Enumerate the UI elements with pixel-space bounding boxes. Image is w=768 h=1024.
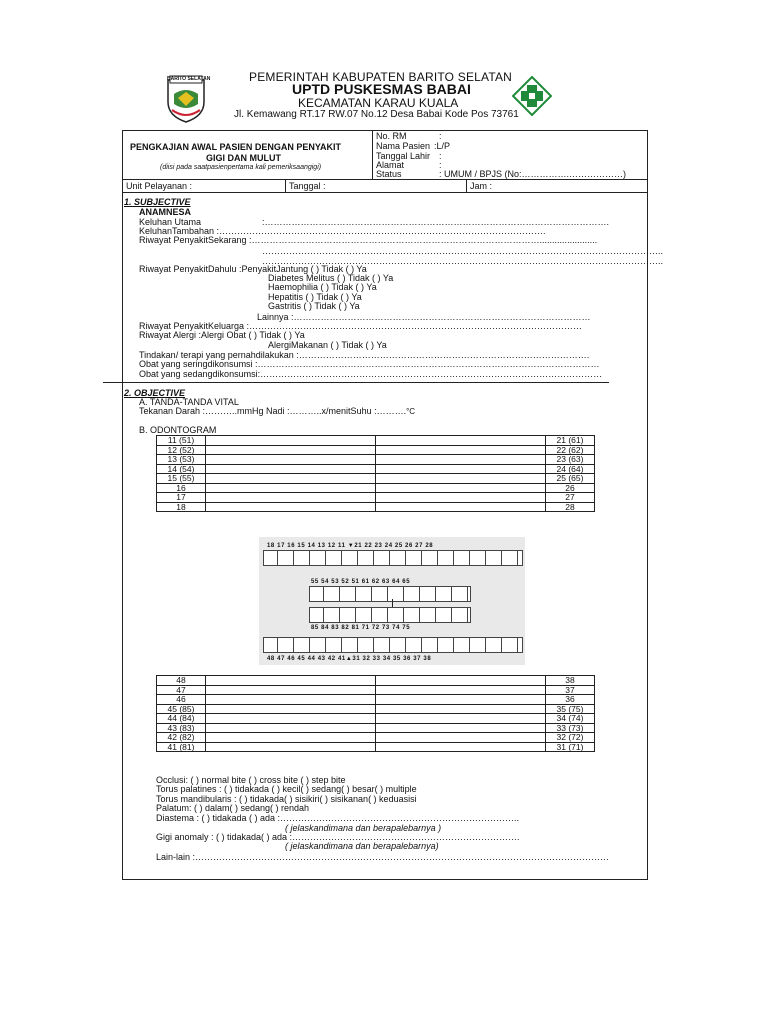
- odontogram-heading: B. ODONTOGRAM: [139, 425, 217, 435]
- odontogram-row: [157, 464, 595, 474]
- odontogram-row: [157, 436, 595, 446]
- tooth-note-right[interactable]: [376, 483, 546, 493]
- tooth-note-right[interactable]: [376, 723, 546, 733]
- tooth-note-left[interactable]: [206, 704, 376, 714]
- obat-sering-field[interactable]: Obat yang seringdikonsumsi :……………………………………………………………………………………………………: [139, 359, 600, 369]
- tooth-note-right[interactable]: [376, 455, 546, 465]
- tooth-label-left: 48: [157, 676, 206, 686]
- tooth-note-right[interactable]: [376, 714, 546, 724]
- odontogram-upper-table: [156, 435, 595, 512]
- odontogram-row: [157, 704, 595, 714]
- tooth-note-right[interactable]: [376, 695, 546, 705]
- tooth-note-left[interactable]: [206, 474, 376, 484]
- obat-sedang-field[interactable]: Obat yang sedangdikonsumsi:……………………………………………………………………………………………………: [139, 369, 603, 379]
- odontogram-chart: [259, 537, 525, 665]
- tooth-label-right: 23 (63): [546, 455, 595, 465]
- palatum-options[interactable]: Palatum: ( ) dalam( ) sedang( ) rendah: [156, 803, 310, 813]
- odontogram-row: [157, 502, 595, 512]
- tooth-note-right[interactable]: [376, 704, 546, 714]
- lainnya-field[interactable]: Lainnya :………………………………………………………………………………………: [257, 312, 591, 322]
- anomaly-options[interactable]: Gigi anomaly : ( ) tidakada( ) ada :………………………………………………………………….: [156, 832, 520, 842]
- subjective-heading: 1. SUBJECTIVE: [124, 197, 191, 207]
- tooth-label-right: 27: [546, 493, 595, 503]
- chart-row-2-labels: 55 54 53 52 51 61 62 63 64 65: [311, 579, 411, 585]
- riwayat-sekarang-line-3[interactable]: ……………………………………………………………………………………………………………………..: [262, 256, 664, 266]
- keluhan-utama-field[interactable]: :…………………………………………………………………………………………………….: [262, 217, 610, 227]
- tooth-label-left: 14 (54): [157, 464, 206, 474]
- riwayat-dahulu-item[interactable]: Diabetes Melitus ( ) Tidak ( ) Ya: [268, 273, 394, 283]
- tooth-label-right: 25 (65): [546, 474, 595, 484]
- odontogram-row: [157, 742, 595, 752]
- chart-row-4-labels: 48 47 46 45 44 43 42 41▲31 32 33 34 35 36 37 38: [267, 656, 432, 662]
- keluhan-tambahan-field[interactable]: KeluhanTambahan :……………………………………………………………………………………………….: [139, 226, 546, 236]
- riwayat-keluarga-field[interactable]: Riwayat PenyakitKeluarga :…………………………………………………………………………………………………: [139, 321, 583, 331]
- odontogram-row: [157, 483, 595, 493]
- tooth-label-left: 11 (51): [157, 436, 206, 446]
- field-label: No. RM: [376, 131, 407, 141]
- odontogram-row: [157, 676, 595, 686]
- tooth-note-right[interactable]: [376, 445, 546, 455]
- tooth-label-left: 18: [157, 502, 206, 512]
- tooth-label-left: 44 (84): [157, 714, 206, 724]
- form-title-1: PENGKAJIAN AWAL PASIEN DENGAN PENYAKIT: [130, 142, 342, 152]
- tooth-note-left[interactable]: [206, 445, 376, 455]
- tooth-note-left[interactable]: [206, 714, 376, 724]
- tooth-note-right[interactable]: [376, 685, 546, 695]
- alergi-makanan[interactable]: AlergiMakanan ( ) Tidak ( ) Ya: [268, 340, 387, 350]
- tooth-note-left[interactable]: [206, 493, 376, 503]
- anamnesa-heading: ANAMNESA: [139, 207, 192, 217]
- tooth-note-right[interactable]: [376, 733, 546, 743]
- riwayat-dahulu-item[interactable]: Gastritis ( ) Tidak ( ) Ya: [268, 301, 360, 311]
- tooth-label-left: 17: [157, 493, 206, 503]
- lain-lain-field[interactable]: Lain-lain :…………………………………………………………………………………………………………………………: [156, 852, 610, 862]
- field-value[interactable]: :L/P: [434, 141, 451, 151]
- field-value[interactable]: :: [439, 131, 442, 141]
- tooth-label-left: 12 (52): [157, 445, 206, 455]
- tooth-note-left[interactable]: [206, 436, 376, 446]
- field-label: Tanggal Lahir: [376, 151, 431, 161]
- tooth-note-left[interactable]: [206, 455, 376, 465]
- field-label: Status: [376, 169, 402, 179]
- odontogram-row: [157, 493, 595, 503]
- district-title: KECAMATAN KARAU KUALA: [298, 96, 459, 110]
- chart-row-1-teeth: [263, 550, 523, 566]
- torus-palatines-options[interactable]: Torus palatines : ( ) tidakada ( ) kecil( ) sedang( ) besar( ) multiple: [156, 784, 417, 794]
- chart-row-1-labels: 18 17 16 15 14 13 12 11 ▼21 22 23 24 25 26 27 28: [267, 543, 434, 549]
- tooth-label-right: 26: [546, 483, 595, 493]
- odontogram-row: [157, 455, 595, 465]
- tooth-note-left[interactable]: [206, 464, 376, 474]
- odontogram-row: [157, 695, 595, 705]
- tooth-label-left: 45 (85): [157, 704, 206, 714]
- odontogram-row: [157, 685, 595, 695]
- logo-label: BARITO SELATAN: [167, 76, 211, 82]
- diastema-note: ( jelaskandimana dan berapalebarnya ): [285, 823, 442, 833]
- tooth-label-left: 15 (55): [157, 474, 206, 484]
- tooth-note-right[interactable]: [376, 474, 546, 484]
- vital-signs-heading: A. TANDA-TANDA VITAL: [139, 397, 239, 407]
- odontogram-row: [157, 445, 595, 455]
- occlusi-options[interactable]: Occlusi: ( ) normal bite ( ) cross bite ( ) step bite: [156, 775, 346, 785]
- anomaly-note: ( jelaskandimana dan berapalebarnya): [285, 841, 439, 851]
- tooth-note-left[interactable]: [206, 483, 376, 493]
- riwayat-dahulu-jantung[interactable]: Riwayat PenyakitDahulu :PenyakitJantung ( ) Tidak ( ) Ya: [139, 264, 367, 274]
- puskesmas-logo: [512, 76, 552, 116]
- tooth-label-right: 35 (75): [546, 704, 595, 714]
- tooth-label-right: 34 (74): [546, 714, 595, 724]
- tooth-label-left: 43 (83): [157, 723, 206, 733]
- unit-field[interactable]: Unit Pelayanan :: [126, 181, 193, 191]
- field-value[interactable]: :: [439, 151, 442, 161]
- field-label: Alamat: [376, 160, 405, 170]
- tindakan-field[interactable]: Tindakan/ terapi yang pernahdilakukan :…………………………………………………………………………………….: [139, 350, 590, 360]
- odontogram-row: [157, 733, 595, 743]
- tooth-label-left: 47: [157, 685, 206, 695]
- time-field[interactable]: Jam :: [470, 181, 493, 191]
- tooth-label-left: 41 (81): [157, 742, 206, 752]
- tooth-note-right[interactable]: [376, 676, 546, 686]
- riwayat-dahulu-item[interactable]: Haemophilia ( ) Tidak ( ) Ya: [268, 282, 377, 292]
- tooth-label-right: 28: [546, 502, 595, 512]
- chart-row-2-teeth: [309, 586, 471, 602]
- vital-signs-text: Tekanan Darah :………..mmHg Nadi :………..x/menitSuhu :……….: [139, 406, 407, 416]
- tooth-label-right: 36: [546, 695, 595, 705]
- tooth-label-right: 21 (61): [546, 436, 595, 446]
- address: Jl. Kemawang RT.17 RW.07 No.12 Desa Babai Kode Pos 73761: [234, 109, 519, 120]
- objective-heading: 2. OBJECTIVE: [124, 388, 186, 398]
- tooth-note-left[interactable]: [206, 723, 376, 733]
- odontogram-row: [157, 714, 595, 724]
- tooth-note-left[interactable]: [206, 502, 376, 512]
- riwayat-sekarang-field[interactable]: Riwayat PenyakitSekarang :…………………………………………………………………………………….......................: [139, 235, 598, 245]
- chart-row-3-teeth: [309, 607, 471, 623]
- field-value[interactable]: :: [439, 160, 442, 170]
- chart-row-3-labels: 85 84 83 82 81 71 72 73 74 75: [311, 625, 411, 631]
- tooth-label-right: 37: [546, 685, 595, 695]
- tooth-label-left: 42 (82): [157, 733, 206, 743]
- odontogram-lower-table: [156, 675, 595, 752]
- tooth-note-left[interactable]: [206, 685, 376, 695]
- tooth-note-right[interactable]: [376, 742, 546, 752]
- chart-row-4-teeth: [263, 637, 523, 653]
- date-field[interactable]: Tanggal :: [289, 181, 326, 191]
- tooth-note-right[interactable]: [376, 502, 546, 512]
- chart-center-line: [392, 599, 393, 607]
- celsius-unit: °C: [406, 407, 416, 416]
- tooth-label-right: 32 (72): [546, 733, 595, 743]
- form-title-2: GIGI DAN MULUT: [206, 153, 281, 163]
- field-label: Nama Pasien: [376, 141, 431, 151]
- tooth-label-left: 16: [157, 483, 206, 493]
- tooth-note-left[interactable]: [206, 733, 376, 743]
- section-divider: [103, 382, 609, 383]
- vital-signs-fields[interactable]: [139, 406, 415, 417]
- field-value[interactable]: : UMUM / BPJS (No:…………….………………): [439, 169, 627, 179]
- riwayat-sekarang-line-2[interactable]: ……………………………………………………………………………………………………………………..: [262, 246, 664, 256]
- tooth-label-right: 22 (62): [546, 445, 595, 455]
- tooth-note-right[interactable]: [376, 436, 546, 446]
- alergi-obat[interactable]: Riwayat Alergi :Alergi Obat ( ) Tidak ( ) Ya: [139, 330, 305, 340]
- tooth-label-left: 13 (53): [157, 455, 206, 465]
- tooth-label-right: 24 (64): [546, 464, 595, 474]
- tooth-label-right: 33 (73): [546, 723, 595, 733]
- keluhan-utama-label: Keluhan Utama: [139, 217, 202, 227]
- riwayat-dahulu-item[interactable]: Hepatitis ( ) Tidak ( ) Ya: [268, 292, 362, 302]
- odontogram-row: [157, 474, 595, 484]
- tooth-note-left[interactable]: [206, 742, 376, 752]
- org-title: UPTD PUSKESMAS BABAI: [292, 81, 471, 97]
- tooth-note-left[interactable]: [206, 695, 376, 705]
- tooth-note-right[interactable]: [376, 493, 546, 503]
- form-title-note: (diisi pada saatpasienpertama kali pemeriksaangigi): [160, 164, 322, 171]
- tooth-note-right[interactable]: [376, 464, 546, 474]
- tooth-label-left: 46: [157, 695, 206, 705]
- tooth-label-right: 38: [546, 676, 595, 686]
- diastema-options[interactable]: Diastema : ( ) tidakada ( ) ada :……………………………………………………………………..: [156, 813, 520, 823]
- odontogram-row: [157, 723, 595, 733]
- tooth-label-right: 31 (71): [546, 742, 595, 752]
- gov-title: PEMERINTAH KABUPATEN BARITO SELATAN: [249, 70, 513, 84]
- torus-mandibularis-options[interactable]: Torus mandibularis : ( ) tidakada( ) sisikiri( ) sisikanan( ) keduasisi: [156, 794, 417, 804]
- tooth-note-left[interactable]: [206, 676, 376, 686]
